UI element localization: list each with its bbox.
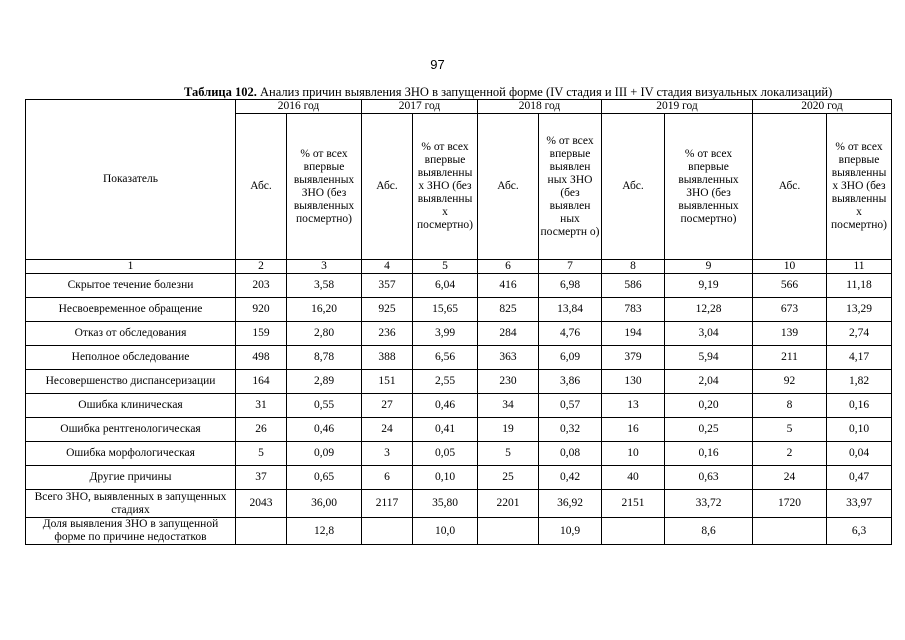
column-number: 4	[362, 260, 413, 274]
percent-value-cell: 6,98	[539, 274, 602, 298]
row-label: Несвоевременное обращение	[26, 298, 236, 322]
abs-value-cell: 31	[236, 394, 287, 418]
column-number: 10	[753, 260, 827, 274]
column-number: 6	[478, 260, 539, 274]
percent-value-cell: 11,18	[827, 274, 892, 298]
abs-value-cell: 139	[753, 322, 827, 346]
abs-value-cell: 3	[362, 442, 413, 466]
percent-value-cell: 0,65	[287, 466, 362, 490]
abs-value-cell: 19	[478, 418, 539, 442]
abs-value-cell: 673	[753, 298, 827, 322]
percent-value-cell: 13,29	[827, 298, 892, 322]
row-label: Ошибка клиническая	[26, 394, 236, 418]
row-label: Отказ от обследования	[26, 322, 236, 346]
column-number: 7	[539, 260, 602, 274]
abs-value-cell: 363	[478, 346, 539, 370]
percent-value-cell: 3,86	[539, 370, 602, 394]
table-row	[26, 466, 892, 490]
abs-value-cell: 92	[753, 370, 827, 394]
abs-header: Абс.	[362, 114, 413, 260]
abs-value-cell: 10	[602, 442, 665, 466]
abs-value-cell: 825	[478, 298, 539, 322]
abs-value-cell: 379	[602, 346, 665, 370]
analysis-table	[25, 99, 892, 545]
table-caption	[184, 85, 884, 100]
abs-value-cell: 24	[753, 466, 827, 490]
percent-value-cell: 4,76	[539, 322, 602, 346]
abs-value-cell	[362, 518, 413, 545]
indicator-header: Показатель	[26, 100, 236, 260]
abs-value-cell: 236	[362, 322, 413, 346]
abs-value-cell: 920	[236, 298, 287, 322]
page-number: 97	[430, 57, 445, 72]
abs-value-cell: 5	[478, 442, 539, 466]
row-label: Неполное обследование	[26, 346, 236, 370]
table-row	[26, 442, 892, 466]
percent-value-cell: 3,99	[413, 322, 478, 346]
abs-value-cell: 194	[602, 322, 665, 346]
year-header: 2018 год	[478, 100, 602, 114]
column-number: 11	[827, 260, 892, 274]
percent-header: % от всех впервые выявленны х ЗНО (без выявленны х посмертно)	[413, 114, 478, 260]
percent-value-cell: 0,20	[665, 394, 753, 418]
percent-value-cell: 6,56	[413, 346, 478, 370]
percent-value-cell: 6,09	[539, 346, 602, 370]
abs-value-cell: 8	[753, 394, 827, 418]
abs-value-cell: 13	[602, 394, 665, 418]
percent-value-cell: 0,08	[539, 442, 602, 466]
percent-value-cell: 16,20	[287, 298, 362, 322]
abs-value-cell	[236, 518, 287, 545]
abs-value-cell: 16	[602, 418, 665, 442]
percent-value-cell: 12,28	[665, 298, 753, 322]
column-number: 9	[665, 260, 753, 274]
caption-label: Таблица 102.	[184, 85, 257, 99]
abs-value-cell	[478, 518, 539, 545]
abs-value-cell: 5	[236, 442, 287, 466]
percent-value-cell: 0,55	[287, 394, 362, 418]
abs-value-cell: 925	[362, 298, 413, 322]
percent-value-cell: 0,32	[539, 418, 602, 442]
percent-value-cell: 0,46	[413, 394, 478, 418]
abs-value-cell: 416	[478, 274, 539, 298]
row-label: Ошибка морфологическая	[26, 442, 236, 466]
percent-value-cell: 12,8	[287, 518, 362, 545]
abs-value-cell: 26	[236, 418, 287, 442]
abs-value-cell: 2043	[236, 490, 287, 518]
percent-value-cell: 2,55	[413, 370, 478, 394]
percent-value-cell: 5,94	[665, 346, 753, 370]
abs-value-cell: 130	[602, 370, 665, 394]
abs-value-cell: 566	[753, 274, 827, 298]
percent-value-cell: 0,10	[413, 466, 478, 490]
table-row	[26, 490, 892, 518]
percent-value-cell: 2,74	[827, 322, 892, 346]
abs-value-cell: 6	[362, 466, 413, 490]
percent-value-cell: 9,19	[665, 274, 753, 298]
abs-value-cell: 25	[478, 466, 539, 490]
percent-value-cell: 6,3	[827, 518, 892, 545]
percent-value-cell: 8,78	[287, 346, 362, 370]
percent-value-cell: 10,0	[413, 518, 478, 545]
percent-value-cell: 3,58	[287, 274, 362, 298]
column-number: 8	[602, 260, 665, 274]
percent-value-cell: 2,80	[287, 322, 362, 346]
abs-value-cell: 586	[602, 274, 665, 298]
abs-value-cell: 203	[236, 274, 287, 298]
row-label: Ошибка рентгенологическая	[26, 418, 236, 442]
abs-value-cell: 1720	[753, 490, 827, 518]
year-header: 2016 год	[236, 100, 362, 114]
abs-value-cell: 783	[602, 298, 665, 322]
percent-value-cell: 0,09	[287, 442, 362, 466]
percent-value-cell: 4,17	[827, 346, 892, 370]
percent-value-cell: 0,63	[665, 466, 753, 490]
column-number: 1	[26, 260, 236, 274]
abs-value-cell: 34	[478, 394, 539, 418]
percent-value-cell: 10,9	[539, 518, 602, 545]
abs-header: Абс.	[478, 114, 539, 260]
percent-header: % от всех впервые выявлен ных ЗНО (без выявлен ных посмертн о)	[539, 114, 602, 260]
year-header: 2019 год	[602, 100, 753, 114]
percent-value-cell: 6,04	[413, 274, 478, 298]
abs-value-cell: 211	[753, 346, 827, 370]
abs-value-cell: 388	[362, 346, 413, 370]
abs-value-cell: 2	[753, 442, 827, 466]
percent-value-cell: 0,25	[665, 418, 753, 442]
percent-value-cell: 0,16	[665, 442, 753, 466]
abs-value-cell	[753, 518, 827, 545]
abs-value-cell: 284	[478, 322, 539, 346]
table-row	[26, 418, 892, 442]
percent-value-cell: 36,00	[287, 490, 362, 518]
percent-value-cell: 8,6	[665, 518, 753, 545]
abs-value-cell: 164	[236, 370, 287, 394]
percent-header: % от всех впервые выявленных ЗНО (без выявленных посмертно)	[287, 114, 362, 260]
abs-value-cell: 37	[236, 466, 287, 490]
abs-value-cell: 230	[478, 370, 539, 394]
percent-value-cell: 0,41	[413, 418, 478, 442]
row-label: Другие причины	[26, 466, 236, 490]
abs-value-cell: 24	[362, 418, 413, 442]
table-row	[26, 322, 892, 346]
abs-value-cell: 2201	[478, 490, 539, 518]
abs-value-cell: 151	[362, 370, 413, 394]
abs-value-cell: 159	[236, 322, 287, 346]
percent-value-cell: 36,92	[539, 490, 602, 518]
row-label: Скрытое течение болезни	[26, 274, 236, 298]
percent-value-cell: 35,80	[413, 490, 478, 518]
percent-value-cell: 15,65	[413, 298, 478, 322]
abs-header: Абс.	[753, 114, 827, 260]
table-row	[26, 298, 892, 322]
row-label: Всего ЗНО, выявленных в запущенных стадиях	[26, 490, 236, 518]
percent-value-cell: 2,04	[665, 370, 753, 394]
year-header: 2017 год	[362, 100, 478, 114]
abs-value-cell: 2151	[602, 490, 665, 518]
table-row	[26, 518, 892, 545]
abs-value-cell: 40	[602, 466, 665, 490]
row-label: Несовершенство диспансеризации	[26, 370, 236, 394]
abs-value-cell: 2117	[362, 490, 413, 518]
table-row	[26, 274, 892, 298]
percent-value-cell: 33,72	[665, 490, 753, 518]
abs-header: Абс.	[602, 114, 665, 260]
percent-header: % от всех впервые выявленных ЗНО (без выявленных посмертно)	[665, 114, 753, 260]
percent-value-cell: 0,57	[539, 394, 602, 418]
percent-header: % от всех впервые выявленны х ЗНО (без выявленны х посмертно)	[827, 114, 892, 260]
table-row	[26, 394, 892, 418]
column-number: 5	[413, 260, 478, 274]
abs-value-cell: 27	[362, 394, 413, 418]
percent-value-cell: 0,16	[827, 394, 892, 418]
table-row	[26, 346, 892, 370]
column-number: 3	[287, 260, 362, 274]
percent-value-cell: 13,84	[539, 298, 602, 322]
percent-value-cell: 0,10	[827, 418, 892, 442]
caption-text: Анализ причин выявления ЗНО в запущенной форме (IV стадия и III + IV стадия визуальных локализаций)	[256, 85, 833, 99]
percent-value-cell: 0,47	[827, 466, 892, 490]
year-header: 2020 год	[753, 100, 892, 114]
abs-value-cell: 5	[753, 418, 827, 442]
percent-value-cell: 1,82	[827, 370, 892, 394]
percent-value-cell: 2,89	[287, 370, 362, 394]
percent-value-cell: 3,04	[665, 322, 753, 346]
abs-header: Абс.	[236, 114, 287, 260]
percent-value-cell: 0,46	[287, 418, 362, 442]
percent-value-cell: 33,97	[827, 490, 892, 518]
percent-value-cell: 0,04	[827, 442, 892, 466]
column-number-row	[26, 260, 892, 274]
table-row	[26, 370, 892, 394]
abs-value-cell: 498	[236, 346, 287, 370]
row-label: Доля выявления ЗНО в запущенной форме по причине недостатков	[26, 518, 236, 545]
percent-value-cell: 0,42	[539, 466, 602, 490]
abs-value-cell	[602, 518, 665, 545]
percent-value-cell: 0,05	[413, 442, 478, 466]
column-number: 2	[236, 260, 287, 274]
abs-value-cell: 357	[362, 274, 413, 298]
